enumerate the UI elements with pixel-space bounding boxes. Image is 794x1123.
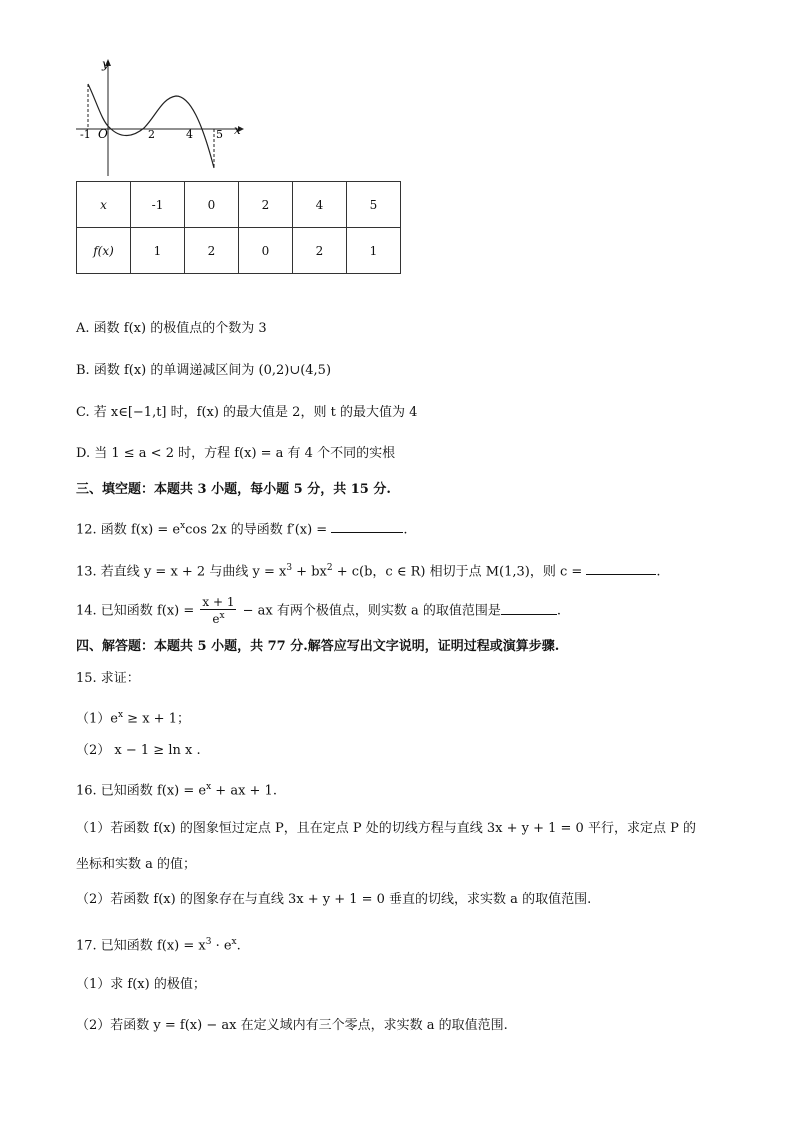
q13-end: . xyxy=(656,564,661,580)
table-cell: -1 xyxy=(131,182,185,228)
function-graph xyxy=(72,56,252,178)
tick-neg1: -1 xyxy=(80,128,91,141)
answer-blank[interactable] xyxy=(586,562,656,575)
question-14 xyxy=(76,596,561,626)
q13-text-2: + c(b，c ∈ R) 相切于点 M(1,3)，则 c = xyxy=(332,564,587,580)
value-table xyxy=(76,181,401,274)
question-16-part-1: （1）若函数 f(x) 的图象恒过定点 P，且在定点 P 处的切线方程与直线 3x + y + 1 = 0 平行，求定点 P 的 xyxy=(76,821,696,836)
q12-sup: x xyxy=(180,521,186,531)
option-a: A. 函数 f(x) 的极值点的个数为 3 xyxy=(76,321,267,336)
option-c: C. 若 x∈[−1,t] 时，f(x) 的最大值是 2，则 t 的最大值为 4 xyxy=(76,405,418,420)
question-12 xyxy=(76,517,407,539)
q13-mid: + bx xyxy=(292,564,327,580)
section-4-heading: 四、解答题：本题共 5 小题，共 77 分.解答应写出文字说明，证明过程或演算步骤. xyxy=(76,639,560,654)
question-16-part-2: （2）若函数 f(x) 的图象存在与直线 3x + y + 1 = 0 垂直的切线，求实数 a 的取值范围. xyxy=(76,892,592,907)
graph-svg xyxy=(72,56,252,178)
question-17-title: 17. 已知函数 $f(x) = x^3 \cdot e^x$. xyxy=(76,937,241,954)
option-b: B. 函数 f(x) 的单调递减区间为 (0,2)∪(4,5) xyxy=(76,363,332,378)
q14-denominator: $e^x$ xyxy=(212,611,225,626)
q13-sup1: 3 xyxy=(286,563,293,573)
y-label: y xyxy=(102,57,109,71)
table-cell: 2 xyxy=(239,182,293,228)
q14-text: 14. 已知函数 f(x) = xyxy=(76,603,199,619)
table-cell: f(x) xyxy=(77,228,131,274)
table-cell: 2 xyxy=(185,228,239,274)
question-15-part-2: （2） x − 1 ≥ ln x . xyxy=(76,743,201,758)
question-16-title: 16. 已知函数 $f(x) = e^x$ + ax + 1. xyxy=(76,782,277,799)
table-cell: 0 xyxy=(239,228,293,274)
question-15-title: 15. 求证： xyxy=(76,671,140,686)
question-17-part-2: （2）若函数 y = f(x) − ax 在定义域内有三个零点，求实数 a 的取值范围. xyxy=(76,1018,508,1033)
question-15-part-1: $(1)e^x \ge x + 1$； xyxy=(76,710,190,727)
table-cell: 1 xyxy=(131,228,185,274)
table-cell: 0 xyxy=(185,182,239,228)
q12-text-2: cos 2x 的导函数 f′(x) = xyxy=(185,522,332,538)
table-row xyxy=(77,228,401,274)
q14-numerator: x + 1 xyxy=(202,595,235,609)
answer-blank[interactable] xyxy=(501,602,557,615)
tick-2: 2 xyxy=(148,128,155,141)
option-d: D. 当 1 ≤ a < 2 时，方程 f(x) = a 有 4 个不同的实根 xyxy=(76,446,396,461)
question-13 xyxy=(76,559,661,581)
table-cell: x xyxy=(77,182,131,228)
table-cell: 5 xyxy=(347,182,401,228)
x-label: x xyxy=(234,123,241,137)
q12-text: 12. 函数 f(x) = e xyxy=(76,522,181,538)
q13-text: 13. 若直线 y = x + 2 与曲线 y = x xyxy=(76,564,287,580)
origin-label: O xyxy=(98,127,108,141)
table-cell: 1 xyxy=(347,228,401,274)
answer-blank[interactable] xyxy=(331,520,403,533)
section-3-heading: 三、填空题：本题共 3 小题，每小题 5 分，共 15 分. xyxy=(76,482,391,497)
q13-sup2: 2 xyxy=(326,563,333,573)
curve xyxy=(88,84,214,168)
tick-4: 4 xyxy=(186,128,193,141)
table-row xyxy=(77,182,401,228)
q14-fraction xyxy=(200,596,236,626)
question-16-part-1-cont: 坐标和实数 a 的值； xyxy=(76,857,197,872)
q14-text-2: − ax 有两个极值点，则实数 a 的取值范围是 xyxy=(238,603,501,619)
tick-5: 5 xyxy=(216,128,223,141)
question-17-part-1: （1）求 f(x) 的极值； xyxy=(76,977,206,992)
table-cell: 4 xyxy=(293,182,347,228)
table-cell: 2 xyxy=(293,228,347,274)
q12-end: . xyxy=(403,522,408,538)
q14-end: . xyxy=(556,603,562,619)
